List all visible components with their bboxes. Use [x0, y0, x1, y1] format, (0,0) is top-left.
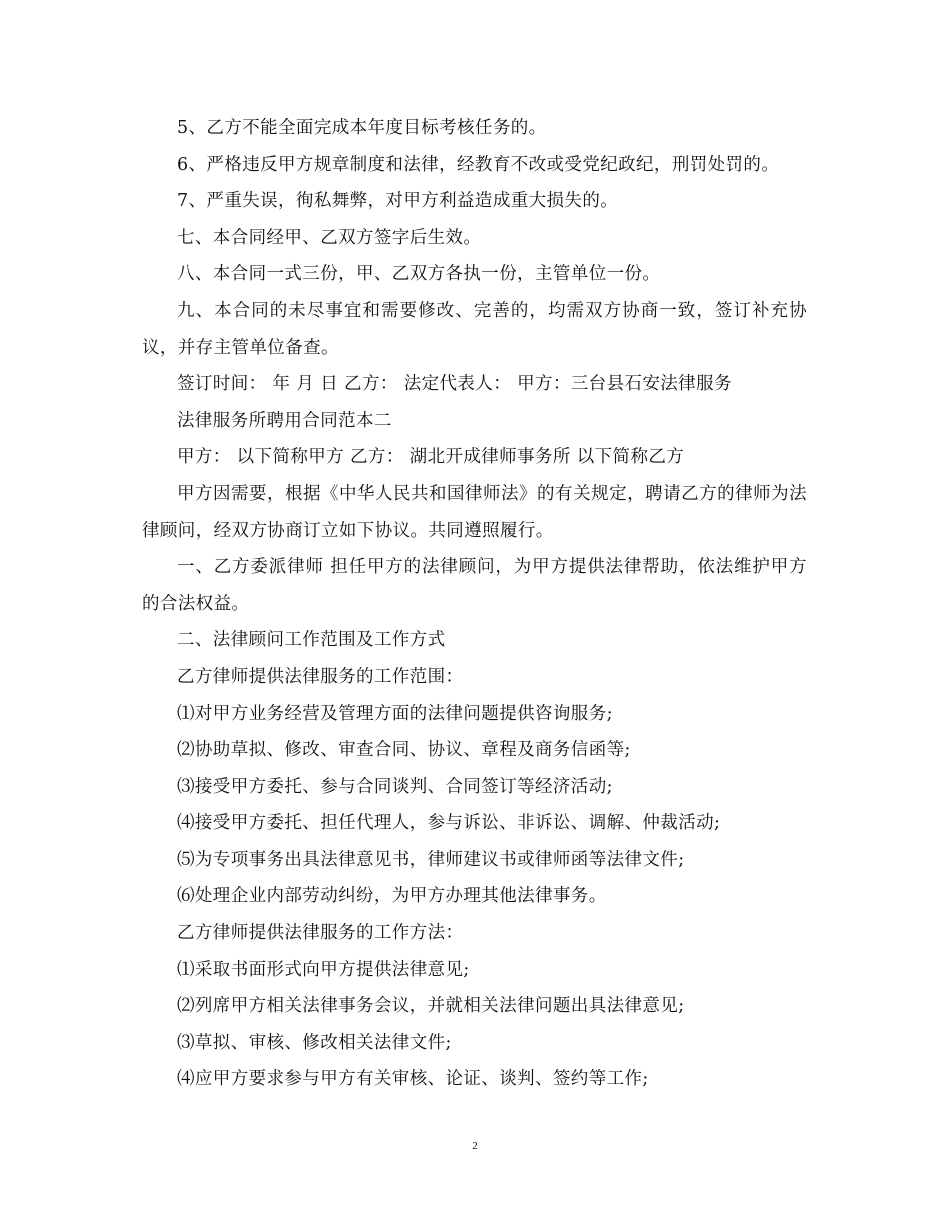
paragraph: 5、乙方不能全面完成本年度目标考核任务的。 — [177, 118, 547, 138]
list-item: ⑵列席甲方相关法律事务会议，并就相关法律问题出具法律意见; — [177, 996, 685, 1017]
paragraph: 6、严格违反甲方规章制度和法律，经教育不改或受党纪政纪，刑罚处罚的。 — [177, 154, 780, 175]
paragraph: 7、严重失误，徇私舞弊，对甲方利益造成重大损失的。 — [177, 191, 619, 212]
paragraph: 八、本合同一式三份，甲、乙双方各执一份，主管单位一份。 — [177, 264, 661, 285]
paragraph: 甲方因需要，根据《中华人民共和国律师法》的有关规定，聘请乙方的律师为法律顾问，经双方协商订立如下协议。共同遵照履行。 — [142, 483, 807, 541]
paragraph: 九、本合同的未尽事宜和需要修改、完善的，均需双方协商一致，签订补充协议，并存主管单位备查。 — [142, 300, 807, 358]
paragraph: 签订时间： 年 月 日 乙方： 法定代表人： 甲方：三台县石安法律服务 — [177, 374, 732, 395]
list-item: ⑸为专项事务出具法律意见书，律师建议书或律师函等法律文件; — [177, 849, 685, 870]
document-body — [142, 110, 807, 1098]
paragraph: 二、法律顾问工作范围及工作方式 — [177, 630, 446, 651]
list-item: ⑴对甲方业务经营及管理方面的法律问题提供咨询服务; — [177, 703, 613, 724]
list-item: ⑴采取书面形式向甲方提供法律意见; — [177, 959, 470, 980]
list-item: ⑹处理企业内部劳动纠纷，为甲方办理其他法律事务。 — [177, 886, 607, 907]
paragraph: 乙方律师提供法律服务的工作方法： — [177, 923, 464, 944]
paragraph: 乙方律师提供法律服务的工作范围： — [177, 666, 464, 687]
section-title: 法律服务所聘用合同范本二 — [177, 410, 392, 431]
list-item: ⑷应甲方要求参与甲方有关审核、论证、谈判、签约等工作; — [177, 1069, 649, 1090]
list-item: ⑶草拟、审核、修改相关法律文件; — [177, 1032, 452, 1053]
paragraph: 甲方： 以下简称甲方 乙方： 湖北开成律师事务所 以下简称乙方 — [177, 447, 685, 468]
list-item: ⑶接受甲方委托、参与合同谈判、合同签订等经济活动; — [177, 776, 613, 797]
paragraph: 七、本合同经甲、乙双方签字后生效。 — [177, 227, 482, 248]
paragraph: 一、乙方委派律师 担任甲方的法律顾问，为甲方提供法律帮助，依法维护甲方的合法权益。 — [142, 557, 807, 614]
page-number: 2 — [472, 1140, 478, 1152]
list-item: ⑵协助草拟、修改、审查合同、协议、章程及商务信函等; — [177, 740, 631, 761]
list-item: ⑷接受甲方委托、担任代理人，参与诉讼、非诉讼、调解、仲裁活动; — [177, 813, 721, 834]
